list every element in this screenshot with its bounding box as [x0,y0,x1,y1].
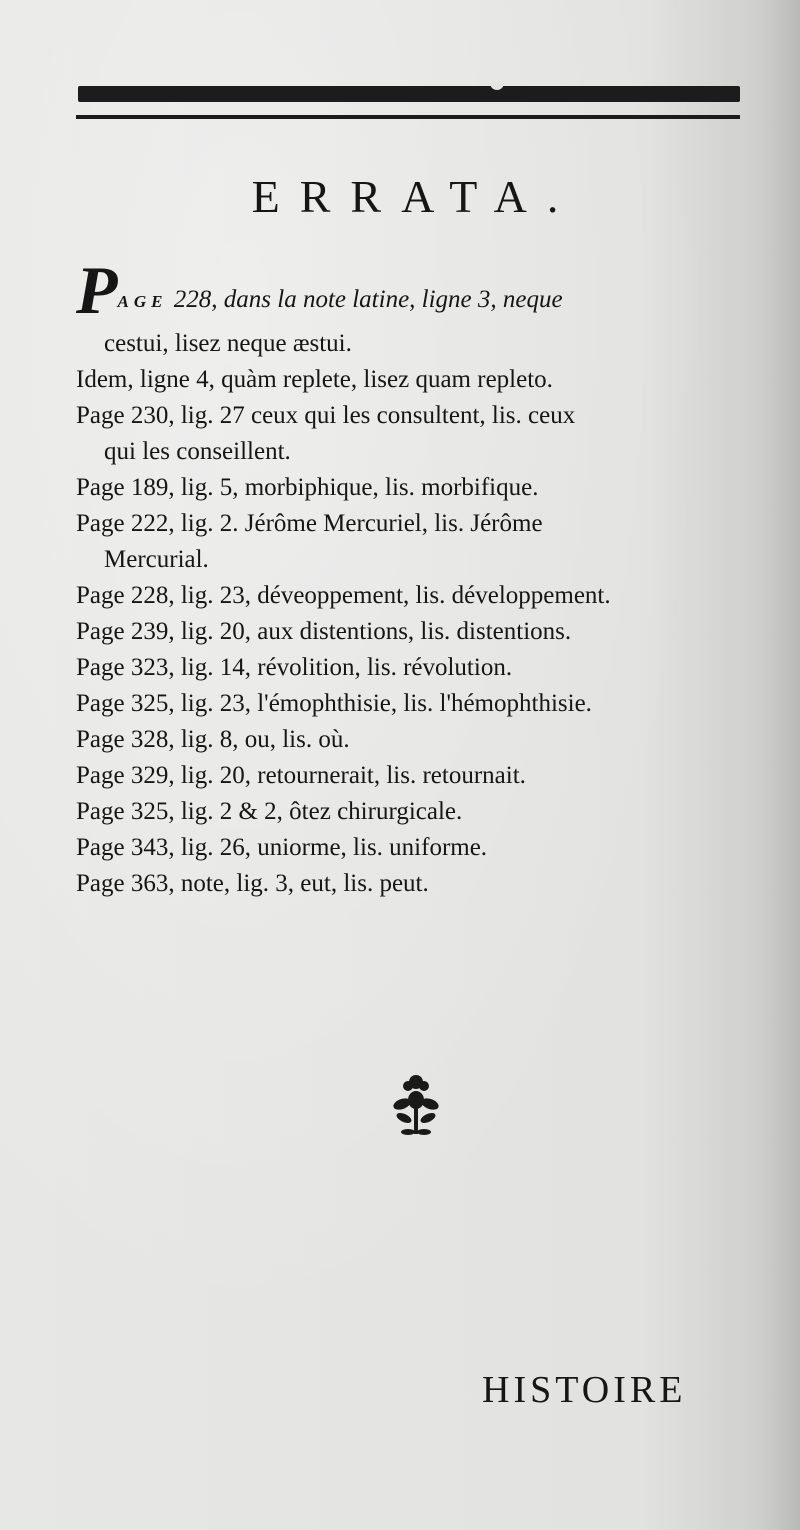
errata-entry: Page 222, lig. 2. Jérôme Mercuriel, lis. Jérôme [76,510,543,537]
errata-entry: Page 363, note, lig. 3, eut, lis. peut. [76,870,429,897]
errata-entry: Page 328, lig. 8, ou, lis. où. [76,726,350,753]
errata-entry: Page 228, lig. 23, déveoppement, lis. développement. [76,582,611,609]
errata-list [76,252,766,902]
first-word: AGE [117,292,168,311]
errata-entry: Page 323, lig. 14, révolition, lis. révolution. [76,654,513,681]
errata-line-continuation: qui les conseillent. [104,438,291,465]
errata-entry-first [76,252,766,328]
errata-entry: Page 325, lig. 23, l'émophthisie, lis. l'hémophthisie. [76,690,592,717]
top-thin-rule [76,115,740,119]
drop-cap: P [76,252,118,328]
errata-entry: Page 230, lig. 27 ceux qui les consultent, lis. ceux [76,402,576,429]
errata-entry: Page 343, lig. 26, uniorme, lis. uniforme. [76,834,488,861]
errata-line: 228, dans la note latine, ligne 3, neque [173,286,563,313]
errata-line-continuation: Mercurial. [104,546,209,573]
catchword: HISTOIRE [482,1369,687,1411]
errata-entry: Page 325, lig. 2 & 2, ôtez chirurgicale. [76,798,463,825]
errata-entry: Idem, ligne 4, quàm replete, lisez quam repleto. [76,366,553,393]
floral-ornament-icon [388,1072,444,1142]
page-title: ERRATA. [251,171,579,222]
errata-line-continuation: cestui, lisez neque æstui. [104,330,352,357]
errata-entry: Page 329, lig. 20, retournerait, lis. retournait. [76,762,526,789]
errata-entry: Page 239, lig. 20, aux distentions, lis. distentions. [76,618,572,645]
top-thick-rule [78,86,740,102]
errata-entry: Page 189, lig. 5, morbiphique, lis. morbifique. [76,474,539,501]
